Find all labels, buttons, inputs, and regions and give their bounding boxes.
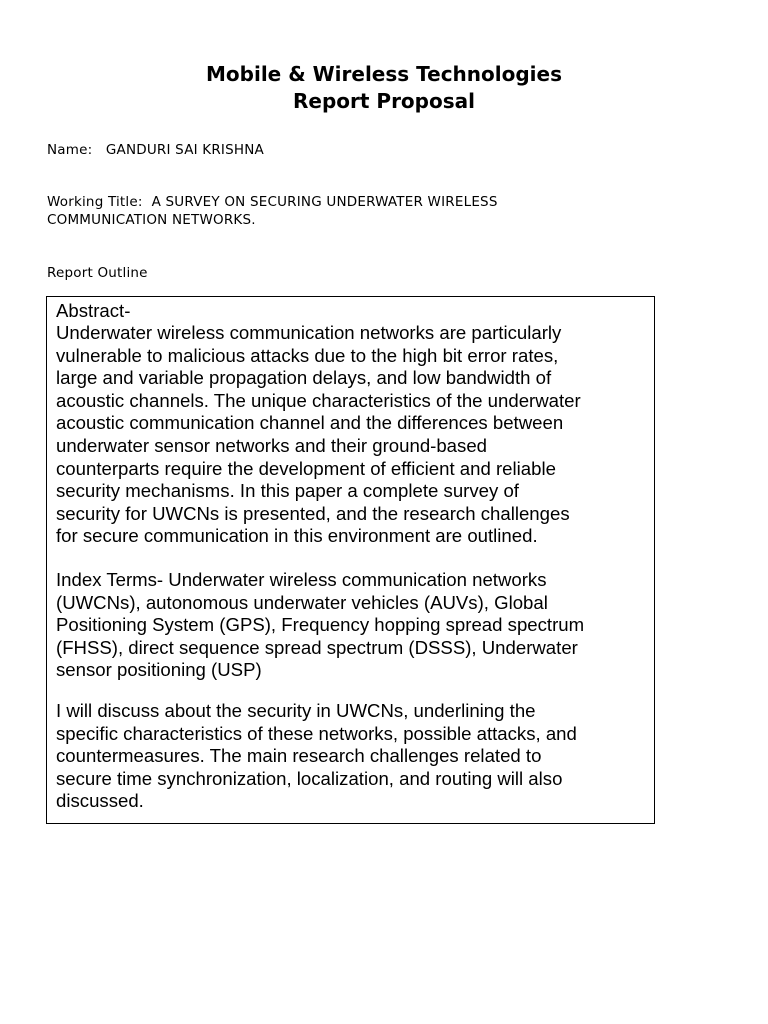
index-terms-paragraph: Index Terms- Underwater wireless communication networks (UWCNs), autonomous underwater vehicles (AUVs), Global Positioning System (GPS), Frequency hopping spread spectrum (FHSS), direct sequence spread spectrum (DSSS), Underwater sensor positioning (USP)	[56, 569, 585, 681]
author-name-line: Name: GANDURI SAI KRISHNA	[47, 142, 264, 158]
document-subtitle: Report Proposal	[293, 89, 475, 113]
abstract-paragraph: Underwater wireless communication networks are particularly vulnerable to malicious attacks due to the high bit error rates, large and variable propagation delays, and low bandwidth of acoustic channels. The unique characteristics of the underwater acoustic communication channel and the differences between underwater sensor networks and their ground-based counterparts require the development of efficient and reliable security mechanisms. In this paper a complete survey of security for UWCNs is presented, and the research challenges for secure communication in this environment are outlined.	[56, 322, 581, 547]
abstract-heading: Abstract-	[56, 300, 131, 321]
working-title-line-2: COMMUNICATION NETWORKS.	[47, 212, 256, 228]
document-title: Mobile & Wireless Technologies	[206, 62, 562, 86]
report-outline-label: Report Outline	[47, 265, 148, 281]
discussion-paragraph: I will discuss about the security in UWCNs, underlining the specific characteristics of these networks, possible attacks, and countermeasures. The main research challenges related to secure time synchronization, localization, and routing will also discussed.	[56, 700, 577, 812]
working-title-line-1: Working Title: A SURVEY ON SECURING UNDERWATER WIRELESS	[47, 194, 498, 210]
